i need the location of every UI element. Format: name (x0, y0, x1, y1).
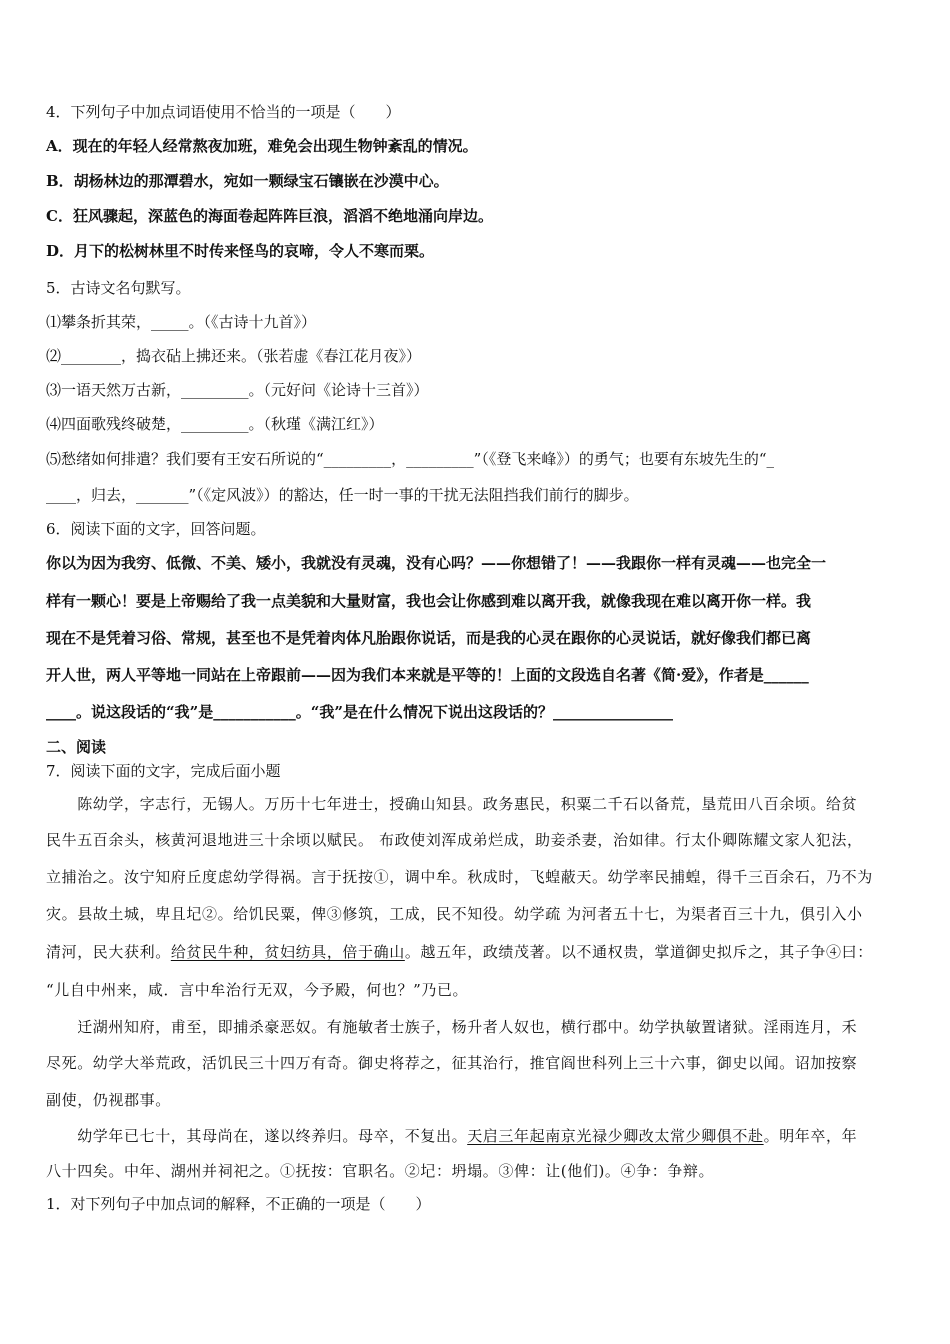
q7-passage-line: 八十四矣。中年、湖州并祠祀之。①抚按：官职名。②圮：坍塌。③俾：让(他们)。④争：争辩。 (46, 1162, 715, 1180)
q6-passage-line: 你以为因为我穷、低微、不美、矮小，我就没有灵魂，没有心吗？——你想错了！——我跟你一样有灵魂——也完全一 (46, 554, 827, 572)
q7-passage-line: 灾。县故土城，卑且圮②。给饥民粟，俾③修筑，工成，民不知役。幼学疏 为河者五十七，为渠者百三十九，俱引入小 (46, 905, 863, 923)
q4-stem: 4．下列句子中加点词语使用不恰当的一项是（ ） (46, 103, 401, 121)
q7-passage-line: 民牛五百余头，核黄河退地进三十余顷以赋民。 布政使刘浑成弟烂成，助妾杀妻，治如律。行太仆卿陈耀文家人犯法， (46, 831, 863, 849)
passage-text: 清河，民大获利。 (46, 943, 171, 961)
q7-passage-line: 副使，仍视郡事。 (46, 1091, 171, 1109)
q7-passage-line-underlined (46, 942, 906, 962)
underlined-sentence: 天启三年起南京光禄少卿改太常少卿俱不赴 (467, 1127, 764, 1145)
q6-passage-line: 现在不是凭着习俗、常规，甚至也不是凭着肉体凡胎跟你说话，而是我的心灵在跟你的心灵说话，就好像我们都已离 (46, 629, 812, 647)
q7-subquestion-1: 1．对下列句子中加点词的解释，不正确的一项是（ ） (46, 1195, 431, 1213)
q7-passage-line: 立捕治之。汝宁知府丘度虑幼学得祸。言于抚按①，调中牟。秋成时，飞蝗蔽天。幼学率民捕蝗，得千三百余石，乃不为 (46, 868, 873, 886)
q5-item-2: ⑵________，捣衣砧上拂还来。（张若虚《春江花月夜》） (46, 347, 422, 365)
q5-item-1: ⑴攀条折其荣，_____。（《古诗十九首》） (46, 313, 317, 331)
q6-passage-line: 样有一颗心！要是上帝赐给了我一点美貌和大量财富，我也会让你感到难以离开我，就像我现在难以离开你一样。我 (46, 592, 812, 610)
q4-option-c: C．狂风骤起，深蓝色的海面卷起阵阵巨浪，滔滔不绝地涌向岸边。 (46, 207, 493, 225)
q5-stem: 5．古诗文名句默写。 (46, 279, 191, 297)
q5-item-4: ⑷四面歌残终破楚，_________。（秋瑾《满江红》） (46, 415, 384, 433)
q4-option-a: A．现在的年轻人经常熬夜加班，难免会出现生物钟紊乱的情况。 (46, 137, 478, 155)
q5-item-5-cont: ____，归去，_______”（《定风波》）的豁达，任一时一事的干扰无法阻挡我们前行的脚步。 (46, 486, 639, 504)
q5-item-5: ⑸愁绪如何排遣？我们要有王安石所说的“_________，_________”（《登飞来峰》）的勇气；也要有东坡先生的“_ (46, 450, 775, 468)
q7-passage-line-underlined (46, 1126, 906, 1146)
q6-stem: 6．阅读下面的文字，回答问题。 (46, 520, 266, 538)
q6-passage-line: 开人世，两人平等地一同站在上帝跟前——因为我们本来就是平等的！上面的文段选自名著《简·爱》，作者是______ (46, 666, 809, 684)
q7-passage-line: 尽死。幼学大举荒政，活饥民三十四万有奇。御史将荐之，征其治行，推官阎世科列上三十六事，御史以闻。诏加按察 (46, 1054, 858, 1072)
q7-passage-line: 迁湖州知府，甫至，即捕杀豪恶奴。有施敏者士族子，杨升者人奴也，横行郡中。幼学执敏置诸狱。淫雨连月，禾 (46, 1018, 858, 1036)
passage-text: 。明年卒，年 (763, 1127, 858, 1145)
q4-option-b: B．胡杨林边的那潭碧水，宛如一颗绿宝石镶嵌在沙漠中心。 (46, 172, 449, 190)
section-title: 二、阅读 (46, 738, 107, 756)
q4-option-d: D．月下的松树林里不时传来怪鸟的哀啼，令人不寒而栗。 (46, 242, 435, 260)
passage-text: 。越五年，政绩茂著。以不通权贵，掌道御史拟斥之，其子争④曰： (404, 943, 873, 961)
passage-text: 幼学年已七十，其母尚在，遂以终养归。母卒，不复出。 (46, 1127, 468, 1145)
q6-passage-line: ____。说这段话的“我”是___________。“我”是在什么情况下说出这段话的？________________ (46, 703, 674, 721)
underlined-sentence: 给贫民牛种，贫妇纺具，倍于确山 (170, 943, 405, 961)
q5-item-3: ⑶一语天然万古新，_________。（元好问《论诗十三首》） (46, 381, 429, 399)
q7-passage-line: 陈幼学，字志行，无锡人。万历十七年进士，授确山知县。政务惠民，积粟二千石以备荒，垦荒田八百余顷。给贫 (46, 795, 858, 813)
q7-stem: 7．阅读下面的文字，完成后面小题 (46, 762, 281, 780)
q7-passage-line: “儿自中州来，咸．言中牟治行无双，今予殿，何也？”乃已。 (46, 981, 469, 999)
